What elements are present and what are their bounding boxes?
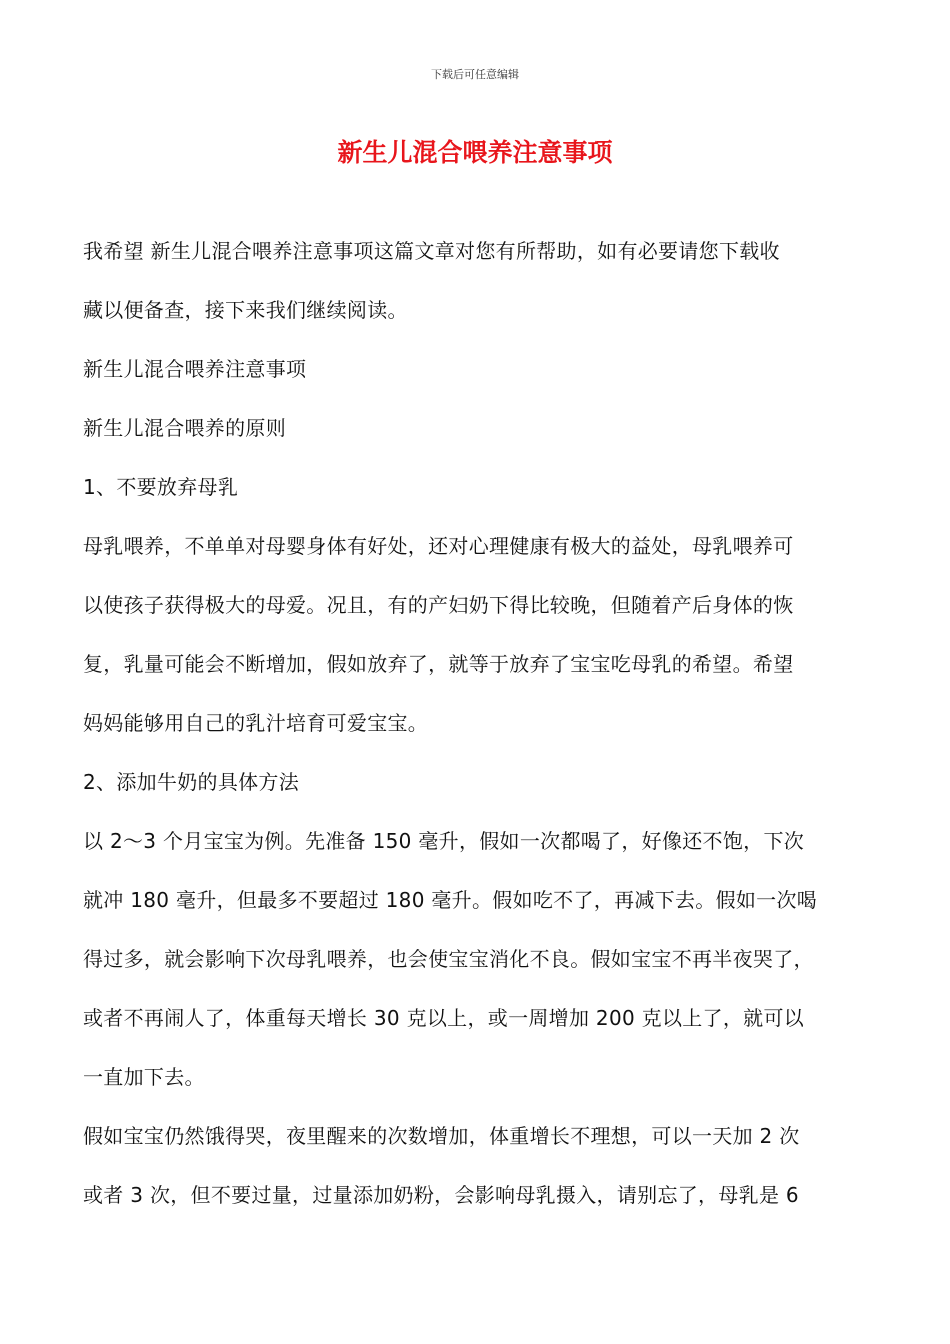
point2-line: 就冲 180 毫升，但最多不要超过 180 毫升。假如吃不了，再减下去。假如一次喝 — [83, 888, 818, 912]
point1-line: 妈妈能够用自己的乳汁培育可爱宝宝。 — [83, 711, 429, 735]
point1-line: 母乳喂养，不单单对母婴身体有好处，还对心理健康有极大的益处，母乳喂养可 — [83, 534, 794, 558]
point2-line: 一直加下去。 — [83, 1065, 205, 1089]
point2-line: 得过多，就会影响下次母乳喂养，也会使宝宝消化不良。假如宝宝不再半夜哭了， — [83, 947, 814, 971]
point3-line: 假如宝宝仍然饿得哭，夜里醒来的次数增加，体重增长不理想，可以一天加 2 次 — [83, 1124, 800, 1148]
point2-heading: 2、添加牛奶的具体方法 — [83, 770, 300, 794]
point1-heading: 1、不要放弃母乳 — [83, 475, 239, 499]
point2-line: 以 2～3 个月宝宝为例。先准备 150 毫升，假如一次都喝了，好像还不饱，下次 — [83, 829, 805, 853]
point1-line: 以使孩子获得极大的母爱。况且，有的产妇奶下得比较晚，但随着产后身体的恢 — [83, 593, 794, 617]
section-heading: 新生儿混合喂养的原则 — [83, 416, 286, 440]
document-body — [83, 222, 883, 1225]
point1-line: 复，乳量可能会不断增加，假如放弃了，就等于放弃了宝宝吃母乳的希望。希望 — [83, 652, 794, 676]
document-title: 新生儿混合喂养注意事项 — [337, 138, 613, 167]
intro-line: 我希望 新生儿混合喂养注意事项这篇文章对您有所帮助，如有必要请您下载收 — [83, 239, 780, 263]
intro-line: 藏以便备查，接下来我们继续阅读。 — [83, 298, 408, 322]
point2-line: 或者不再闹人了，体重每天增长 30 克以上，或一周增加 200 克以上了，就可以 — [83, 1006, 805, 1030]
point3-line: 或者 3 次，但不要过量，过量添加奶粉，会影响母乳摄入，请别忘了，母乳是 6 — [83, 1183, 799, 1207]
header-note: 下载后可任意编辑 — [431, 68, 519, 81]
subtitle: 新生儿混合喂养注意事项 — [83, 357, 307, 381]
